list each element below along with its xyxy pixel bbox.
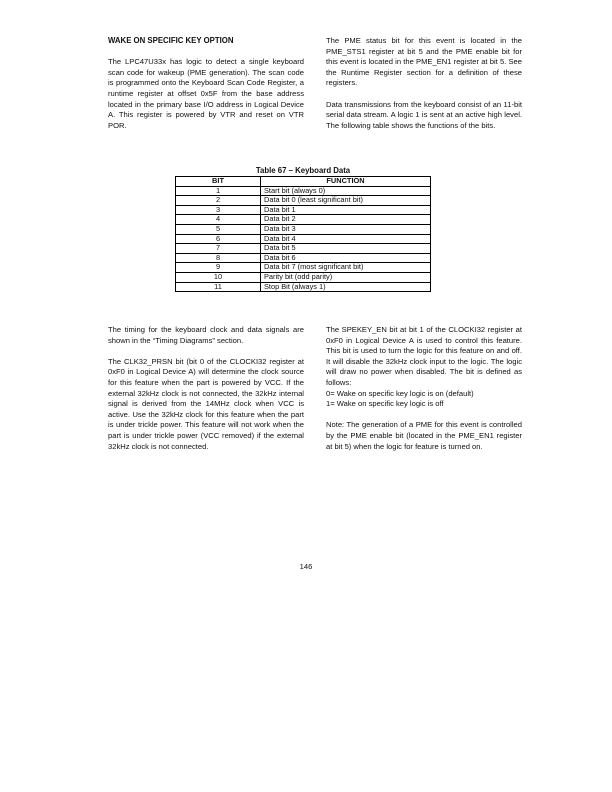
column-header-bit: BIT (176, 177, 261, 187)
column-header-function: FUNCTION (261, 177, 431, 187)
right-column-top (326, 36, 522, 142)
page-number: 146 (299, 562, 313, 571)
bit-cell: 5 (176, 224, 261, 234)
bit-cell: 8 (176, 253, 261, 263)
bit-cell: 6 (176, 234, 261, 244)
left-column-bottom (108, 325, 304, 463)
paragraph: The PME status bit for this event is located in the PME_STS1 register at bit 5 and the PME enable bit for this event is located in the PME_EN1 register at bit 5. See the Runtime Register section for a definition of these registers. (326, 36, 522, 88)
keyboard-data-table (175, 176, 431, 292)
section-heading: WAKE ON SPECIFIC KEY OPTION (108, 36, 234, 45)
bit-definition-0: 0= Wake on specific key logic is on (default) (326, 388, 474, 398)
function-cell: Stop Bit (always 1) (261, 282, 431, 292)
function-cell: Data bit 5 (261, 244, 431, 254)
right-column-bottom (326, 325, 522, 463)
bit-cell: 7 (176, 244, 261, 254)
table-row (176, 272, 431, 282)
function-cell: Parity bit (odd parity) (261, 272, 431, 282)
function-cell: Data bit 6 (261, 253, 431, 263)
bit-cell: 2 (176, 196, 261, 206)
function-cell: Data bit 2 (261, 215, 431, 225)
note-paragraph: Note: The generation of a PME for this event is controlled by the PME enable bit (located in the PME_EN1 register at bit 5) when the logic for feature is turned on. (326, 420, 522, 451)
bit-cell: 10 (176, 272, 261, 282)
bit-cell: 9 (176, 263, 261, 273)
table-row (176, 196, 431, 206)
table-row (176, 215, 431, 225)
table-row (176, 234, 431, 244)
table-row (176, 205, 431, 215)
function-cell: Start bit (always 0) (261, 186, 431, 196)
function-cell: Data bit 4 (261, 234, 431, 244)
table-row (176, 224, 431, 234)
bit-cell: 3 (176, 205, 261, 215)
function-cell: Data bit 7 (most significant bit) (261, 263, 431, 273)
left-column-top (108, 36, 304, 142)
paragraph: The SPEKEY_EN bit at bit 1 of the CLOCKI32 register at 0xF0 in Logical Device A is used to control this feature. This bit is used to turn the logic for this feature on and off. It will disable the 32kHz clock input to the logic. The logic will draw no power when disabled. The bit is defined as follows: (326, 325, 522, 387)
paragraph: The LPC47U33x has logic to detect a single keyboard scan code for wakeup (PME generation). The scan code is programmed onto the Keyboard Scan Code Register, a runtime register at offset 0x5F from the base address located in the primary base I/O address in Logical Device A. This register is powered by VTR and reset on VTR POR. (108, 57, 304, 130)
function-cell: Data bit 0 (least significant bit) (261, 196, 431, 206)
paragraph: The timing for the keyboard clock and data signals are shown in the “Timing Diagrams” section. (108, 325, 304, 345)
paragraph: Data transmissions from the keyboard consist of an 11-bit serial data stream. A logic 1 is sent at an active high level. The following table shows the functions of the bits. (326, 99, 522, 130)
table-row (176, 282, 431, 292)
function-cell: Data bit 1 (261, 205, 431, 215)
table-row (176, 244, 431, 254)
function-cell: Data bit 3 (261, 224, 431, 234)
table-row (176, 263, 431, 273)
bit-cell: 4 (176, 215, 261, 225)
table-caption: Table 67 – Keyboard Data (255, 166, 351, 175)
paragraph: The CLK32_PRSN bit (bit 0 of the CLOCKI32 register at 0xF0 in Logical Device A) will determine the clock source for this feature when the part is powered by VCC. If the external 32kHz clock is not connected, the 32kHz internal signal is derived from the 14MHz clock when VCC is active. Use the 32kHz clock for this feature when the part is under trickle power. This feature will not work when the part is under trickle power (VCC removed) if the external 32kHz clock is not connected. (108, 356, 304, 451)
bit-cell: 1 (176, 186, 261, 196)
bit-definition-1: 1= Wake on specific key logic is off (326, 399, 444, 409)
bit-cell: 11 (176, 282, 261, 292)
